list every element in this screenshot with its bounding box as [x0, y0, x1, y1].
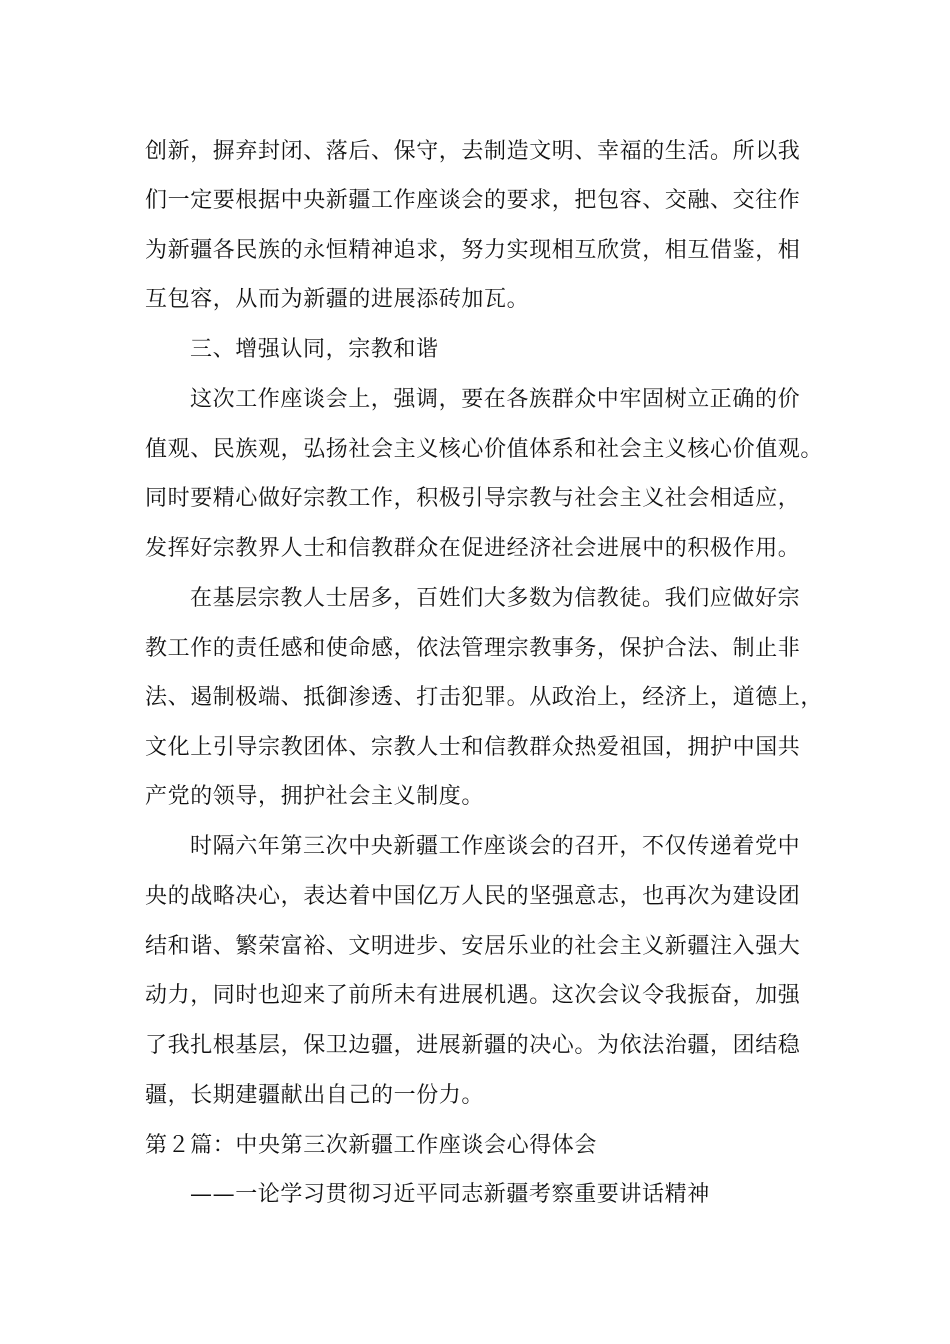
paragraph-line: 教工作的责任感和使命感，依法管理宗教事务，保护合法、制止非: [145, 636, 801, 661]
paragraph-line: 时隔六年第三次中央新疆工作座谈会的召开，不仅传递着党中: [190, 834, 801, 859]
paragraph-line: 这次工作座谈会上，强调，要在各族群众中牢固树立正确的价: [190, 387, 801, 412]
paragraph-line: 创新，摒弃封闭、落后、保守，去制造文明、幸福的生活。所以我: [145, 139, 801, 164]
paragraph-line: 央的战略决心，表达着中国亿万人民的坚强意志，也再次为建设团: [145, 884, 801, 909]
paragraph-line: 了我扎根基层，保卫边疆，进展新疆的决心。为依法治疆，团结稳: [145, 1033, 801, 1058]
section-heading: 三、增强认同，宗教和谐: [190, 337, 439, 362]
paragraph-line: 在基层宗教人士居多，百姓们大多数为信教徒。我们应做好宗: [190, 586, 801, 611]
paragraph-line: 法、遏制极端、抵御渗透、打击犯罪。从政治上，经济上，道德上，: [145, 685, 824, 710]
article-subtitle: ——一论学习贯彻习近平同志新疆考察重要讲话精神: [190, 1182, 710, 1207]
paragraph-line: 们一定要根据中央新疆工作座谈会的要求，把包容、交融、交往作: [145, 188, 801, 213]
paragraph-line: 结和谐、繁荣富裕、文明进步、安居乐业的社会主义新疆注入强大: [145, 934, 801, 959]
paragraph-line: 同时要精心做好宗教工作，积极引导宗教与社会主义社会相适应，: [145, 486, 801, 511]
paragraph-line: 发挥好宗教界人士和信教群众在促进经济社会进展中的积极作用。: [145, 536, 801, 561]
paragraph-line: 产党的领导，拥护社会主义制度。: [145, 784, 485, 809]
paragraph-line: 文化上引导宗教团体、宗教人士和信教群众热爱祖国，拥护中国共: [145, 735, 801, 760]
paragraph-line: 值观、民族观，弘扬社会主义核心价值体系和社会主义核心价值观。: [145, 437, 824, 462]
article-title: 第２篇：中央第三次新疆工作座谈会心得体会: [145, 1133, 598, 1158]
paragraph-line: 为新疆各民族的永恒精神追求，努力实现相互欣赏，相互借鉴，相: [145, 238, 801, 263]
paragraph-line: 疆，长期建疆献出自己的一份力。: [145, 1083, 485, 1108]
paragraph-line: 互包容，从而为新疆的进展添砖加瓦。: [145, 287, 530, 312]
paragraph-line: 动力，同时也迎来了前所未有进展机遇。这次会议令我振奋，加强: [145, 983, 801, 1008]
